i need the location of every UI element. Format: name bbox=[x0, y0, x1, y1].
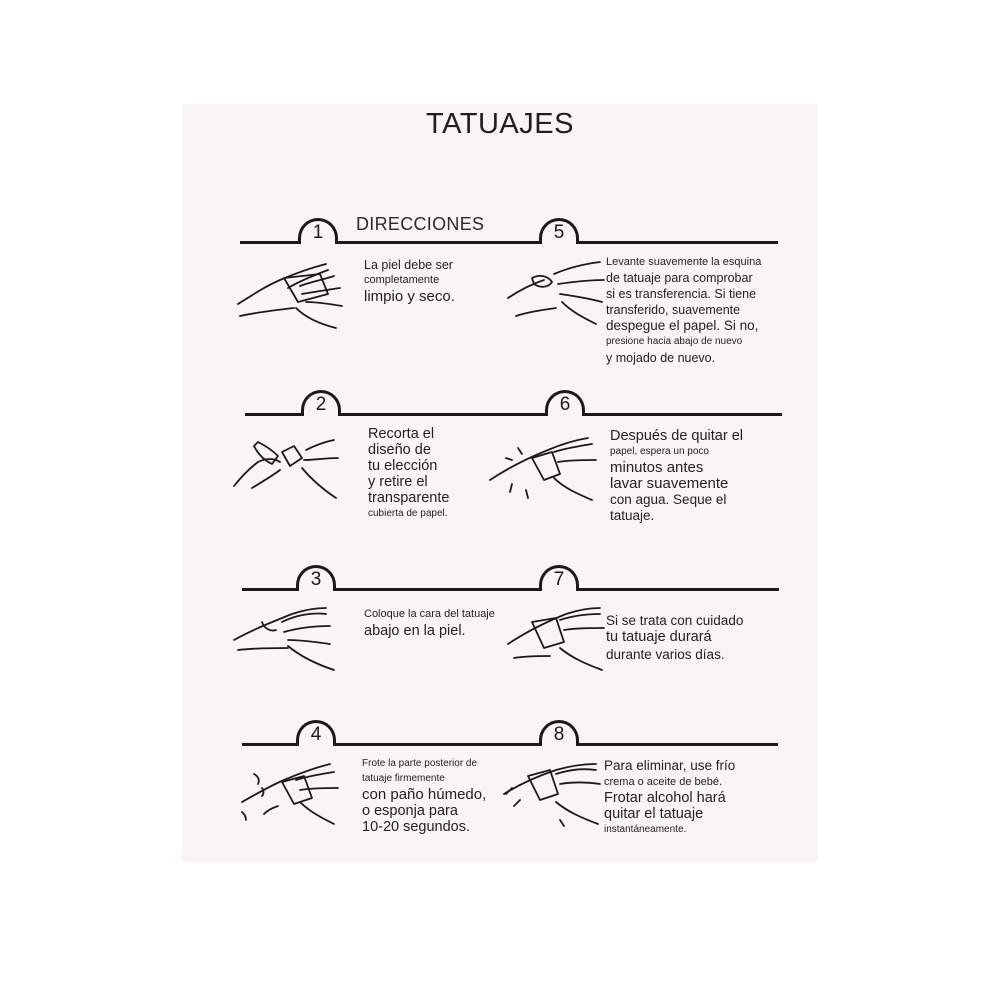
step-line: papel, espera un poco bbox=[610, 446, 709, 457]
step-line: tu elección bbox=[368, 458, 438, 474]
step-line: 10-20 segundos. bbox=[362, 819, 471, 835]
step-line: abajo en la piel. bbox=[364, 623, 466, 639]
step-line: limpio y seco. bbox=[364, 288, 455, 305]
step-line: Para eliminar, use frío bbox=[604, 758, 736, 773]
step-line: presione hacia abajo de nuevo bbox=[606, 336, 743, 347]
step-number: 6 bbox=[559, 394, 571, 415]
step-line: Después de quitar el bbox=[610, 428, 743, 444]
step-number: 3 bbox=[310, 569, 322, 590]
step-line: lavar suavemente bbox=[610, 475, 729, 492]
hands-washing-water-icon bbox=[488, 428, 606, 504]
step-line: Recorta el bbox=[368, 426, 435, 442]
step-line: La piel debe ser bbox=[364, 258, 453, 272]
step-badge-8 bbox=[539, 720, 579, 746]
step-line: crema o aceite de bebé. bbox=[604, 776, 723, 788]
step-line: quitar el tatuaje bbox=[604, 806, 704, 822]
hands-wiping-skin-icon bbox=[236, 256, 354, 332]
step-line: si es transferencia. Si tiene bbox=[606, 287, 757, 301]
step-number: 8 bbox=[553, 724, 565, 745]
step-5-text bbox=[606, 254, 761, 366]
step-line: transferido, suavemente bbox=[606, 303, 741, 317]
step-badge-7 bbox=[539, 565, 579, 591]
step-line: Coloque la cara del tatuaje bbox=[364, 608, 495, 620]
step-7-text bbox=[606, 612, 743, 663]
step-number: 1 bbox=[312, 222, 324, 243]
step-line: minutos antes bbox=[610, 459, 704, 476]
step-line: Frotar alcohol hará bbox=[604, 790, 726, 806]
step-badge-4 bbox=[296, 720, 336, 746]
step-line: despegue el papel. Si no, bbox=[606, 318, 759, 333]
step-2-text bbox=[368, 426, 449, 522]
step-line: Si se trata con cuidado bbox=[606, 613, 744, 628]
step-4-text bbox=[362, 756, 486, 835]
step-number: 5 bbox=[553, 222, 565, 243]
step-line: con paño húmedo, bbox=[362, 786, 487, 803]
step-badge-3 bbox=[296, 565, 336, 591]
step-6-text bbox=[610, 428, 743, 524]
step-line: instantáneamente. bbox=[604, 824, 687, 835]
step-line: o esponja para bbox=[362, 803, 458, 819]
step-badge-5 bbox=[539, 218, 579, 244]
section-subtitle: DIRECCIONES bbox=[356, 214, 485, 234]
step-line: diseño de bbox=[368, 442, 431, 458]
step-line: tatuaje firmemente bbox=[362, 773, 445, 784]
step-1-text bbox=[364, 258, 455, 306]
step-3-text bbox=[364, 606, 495, 640]
step-line: Frote la parte posterior de bbox=[362, 758, 478, 769]
step-line: cubierta de papel. bbox=[368, 508, 448, 519]
step-line: durante varios días. bbox=[606, 647, 725, 662]
hands-removing-tattoo-icon bbox=[500, 754, 618, 830]
step-line: y retire el bbox=[368, 474, 428, 490]
step-line: de tatuaje para comprobar bbox=[606, 271, 753, 285]
step-number: 2 bbox=[315, 394, 327, 415]
step-badge-2 bbox=[301, 390, 341, 416]
step-line: y mojado de nuevo. bbox=[606, 351, 716, 365]
step-line: con agua. Seque el bbox=[610, 492, 727, 507]
step-badge-1 bbox=[298, 218, 338, 244]
step-line: tu tatuaje durará bbox=[606, 629, 712, 645]
step-line: transparente bbox=[368, 490, 450, 506]
hands-rubbing-wet-cloth-icon bbox=[234, 754, 352, 830]
step-line: Levante suavemente la esquina bbox=[606, 256, 762, 268]
hands-placing-tattoo-icon bbox=[232, 600, 350, 676]
step-line: tatuaje. bbox=[610, 508, 655, 523]
step-number: 4 bbox=[310, 724, 322, 745]
step-8-text bbox=[604, 758, 735, 838]
step-line: completamente bbox=[364, 274, 440, 286]
step-badge-6 bbox=[545, 390, 585, 416]
page-title: TATUAJES bbox=[426, 108, 574, 140]
hands-cutting-design-icon bbox=[232, 428, 350, 504]
step-number: 7 bbox=[553, 569, 565, 590]
